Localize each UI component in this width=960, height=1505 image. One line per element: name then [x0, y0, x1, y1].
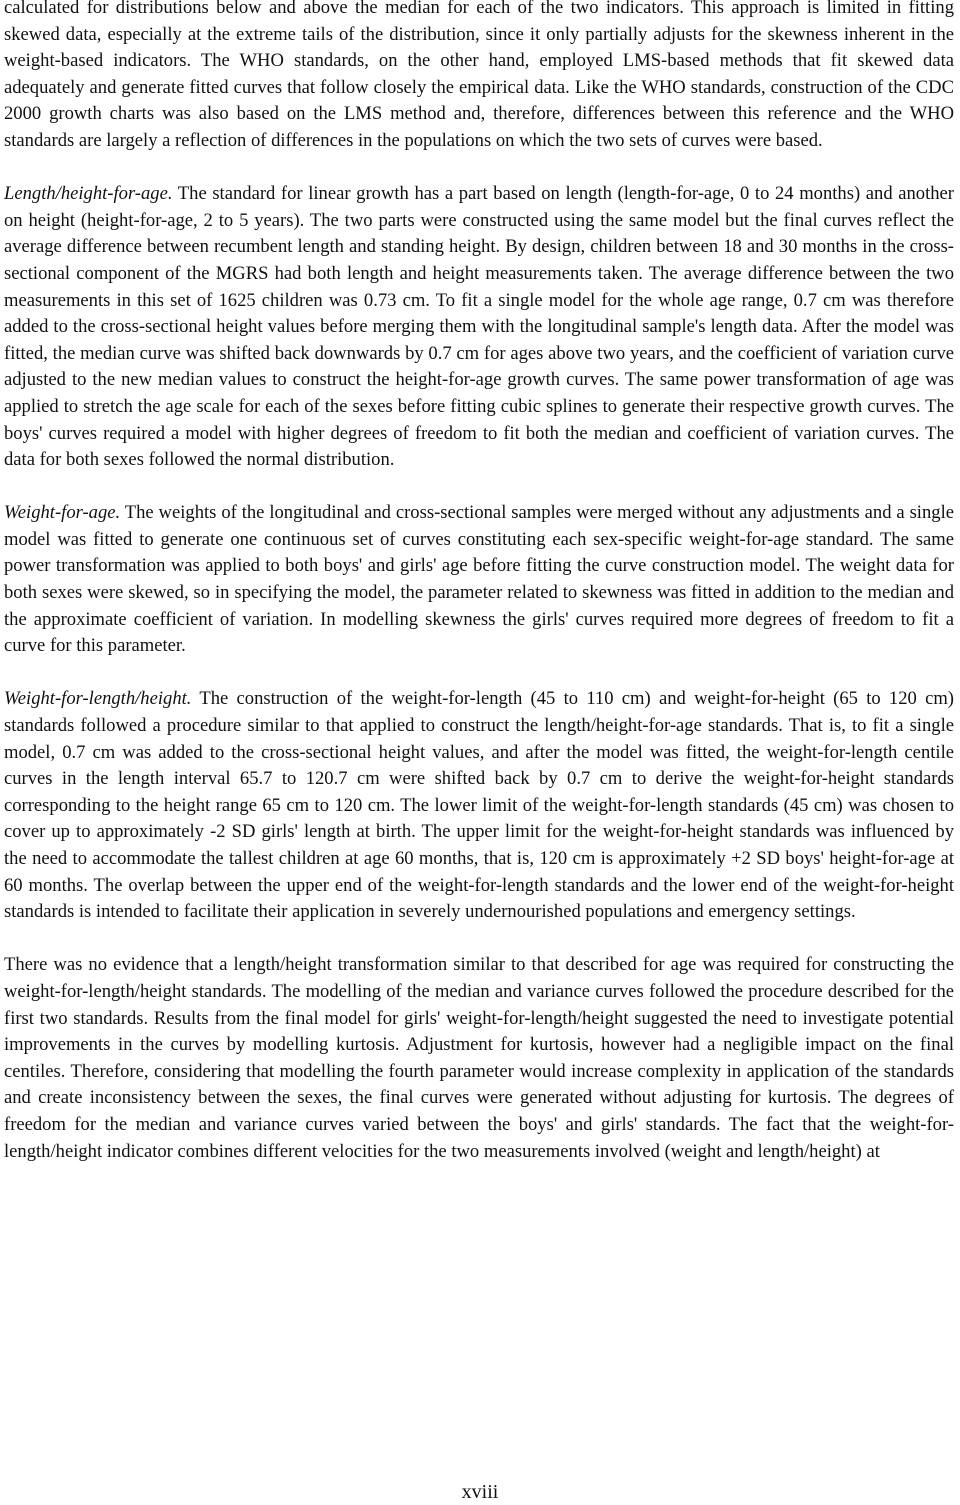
section-heading-weight-for-length-height: Weight-for-length/height. [4, 688, 192, 710]
paragraph-weight-for-length-height [4, 686, 954, 925]
paragraph-text: The standard for linear growth has a part based on length (length-for-age, 0 to 24 months) and another on height (height-for-age, 2 to 5 years). The two parts were constructed using the same model but the final curves reflect the average difference between recumbent length and standing height. By design, children between 18 and 30 months in the cross-sectional component of the MGRS had both length and height measurements taken. The average difference between the two measurements in this set of 1625 children was 0.73 cm. To fit a single model for the whole age range, 0.7 cm was therefore added to the cross-sectional height values before merging them with the longitudinal sample's length data. After the model was fitted, the median curve was shifted back downwards by 0.7 cm for ages above two years, and the coefficient of variation curve adjusted to the new median values to construct the height-for-age growth curves. The same power transformation of age was applied to stretch the age scale for each of the sexes before fitting cubic splines to generate their respective growth curves. The boys' curves required a model with higher degrees of freedom to fit both the median and coefficient of variation curves. The data for both sexes followed the normal distribution. [4, 183, 954, 471]
paragraph-text: The weights of the longitudinal and cross-sectional samples were merged without any adjustments and a single model was fitted to generate one continuous set of curves constituting each sex-specific weight-for-age standard. The same power transformation was applied to both boys' and girls' age before fitting the curve construction model. The weight data for both sexes were skewed, so in specifying the model, the parameter related to skewness was fitted in addition to the median and the approximate coefficient of variation. In modelling skewness the girls' curves required more degrees of freedom to fit a curve for this parameter. [4, 502, 954, 657]
paragraph-kurtosis [4, 952, 954, 1165]
paragraph-weight-for-age [4, 500, 954, 660]
paragraph-lms-methods [4, 0, 954, 155]
document-body [4, 0, 954, 1165]
page-number: xviii [461, 1481, 499, 1503]
paragraph-spacer [4, 474, 954, 501]
paragraph-spacer [4, 926, 954, 953]
paragraph-text: The construction of the weight-for-length (45 to 110 cm) and weight-for-height (65 to 120 cm) standards followed a procedure similar to that applied to construct the length/height-for-age standards. That is, to fit a single model, 0.7 cm was added to the cross-sectional height values, and after the model was fitted, the weight-for-length centile curves in the length interval 65.7 to 120.7 cm were shifted back by 0.7 cm to derive the weight-for-height standards corresponding to the height range 65 cm to 120 cm. The lower limit of the weight-for-length standards (45 cm) was chosen to cover up to approximately -2 SD girls' length at birth. The upper limit for the weight-for-height standards was influenced by the need to accommodate the tallest children at age 60 months, that is, 120 cm is approximately +2 SD boys' height-for-age at 60 months. The overlap between the upper end of the weight-for-length standards and the lower end of the weight-for-height standards is intended to facilitate their application in severely undernourished populations and emergency settings. [4, 688, 954, 923]
paragraph-text: There was no evidence that a length/height transformation similar to that described for age was required for constructing the weight-for-length/height standards. The modelling of the median and variance curves followed the procedure described for the first two standards. Results from the final model for girls' weight-for-length/height suggested the need to investigate potential improvements in the curves by modelling kurtosis. Adjustment for kurtosis, however had a negligible impact on the final centiles. Therefore, considering that modelling the fourth parameter would increase complexity in application of the standards and create inconsistency between the sexes, the final curves were generated without adjusting for kurtosis. The degrees of freedom for the median and variance curves varied between the boys' and girls' standards. The fact that the weight-for-length/height indicator combines different velocities for the two measurements involved (weight and length/height) at [4, 954, 954, 1162]
paragraph-spacer [4, 155, 954, 182]
paragraph-length-height-for-age [4, 181, 954, 474]
section-heading-weight-for-age: Weight-for-age. [4, 502, 121, 524]
paragraph-text: calculated for distributions below and above the median for each of the two indicators. This approach is limited in fitting skewed data, especially at the extreme tails of the distribution, since it only partially adjusts for the skewness inherent in the weight-based indicators. The WHO standards, on the other hand, employed LMS-based methods that fit skewed data adequately and generate fitted curves that follow closely the empirical data. Like the WHO standards, construction of the CDC 2000 growth charts was also based on the LMS method and, therefore, differences between this reference and the WHO standards are largely a reflection of differences in the populations on which the two sets of curves were based. [4, 0, 954, 151]
paragraph-spacer [4, 660, 954, 687]
section-heading-length-height-for-age: Length/height-for-age. [4, 183, 173, 205]
